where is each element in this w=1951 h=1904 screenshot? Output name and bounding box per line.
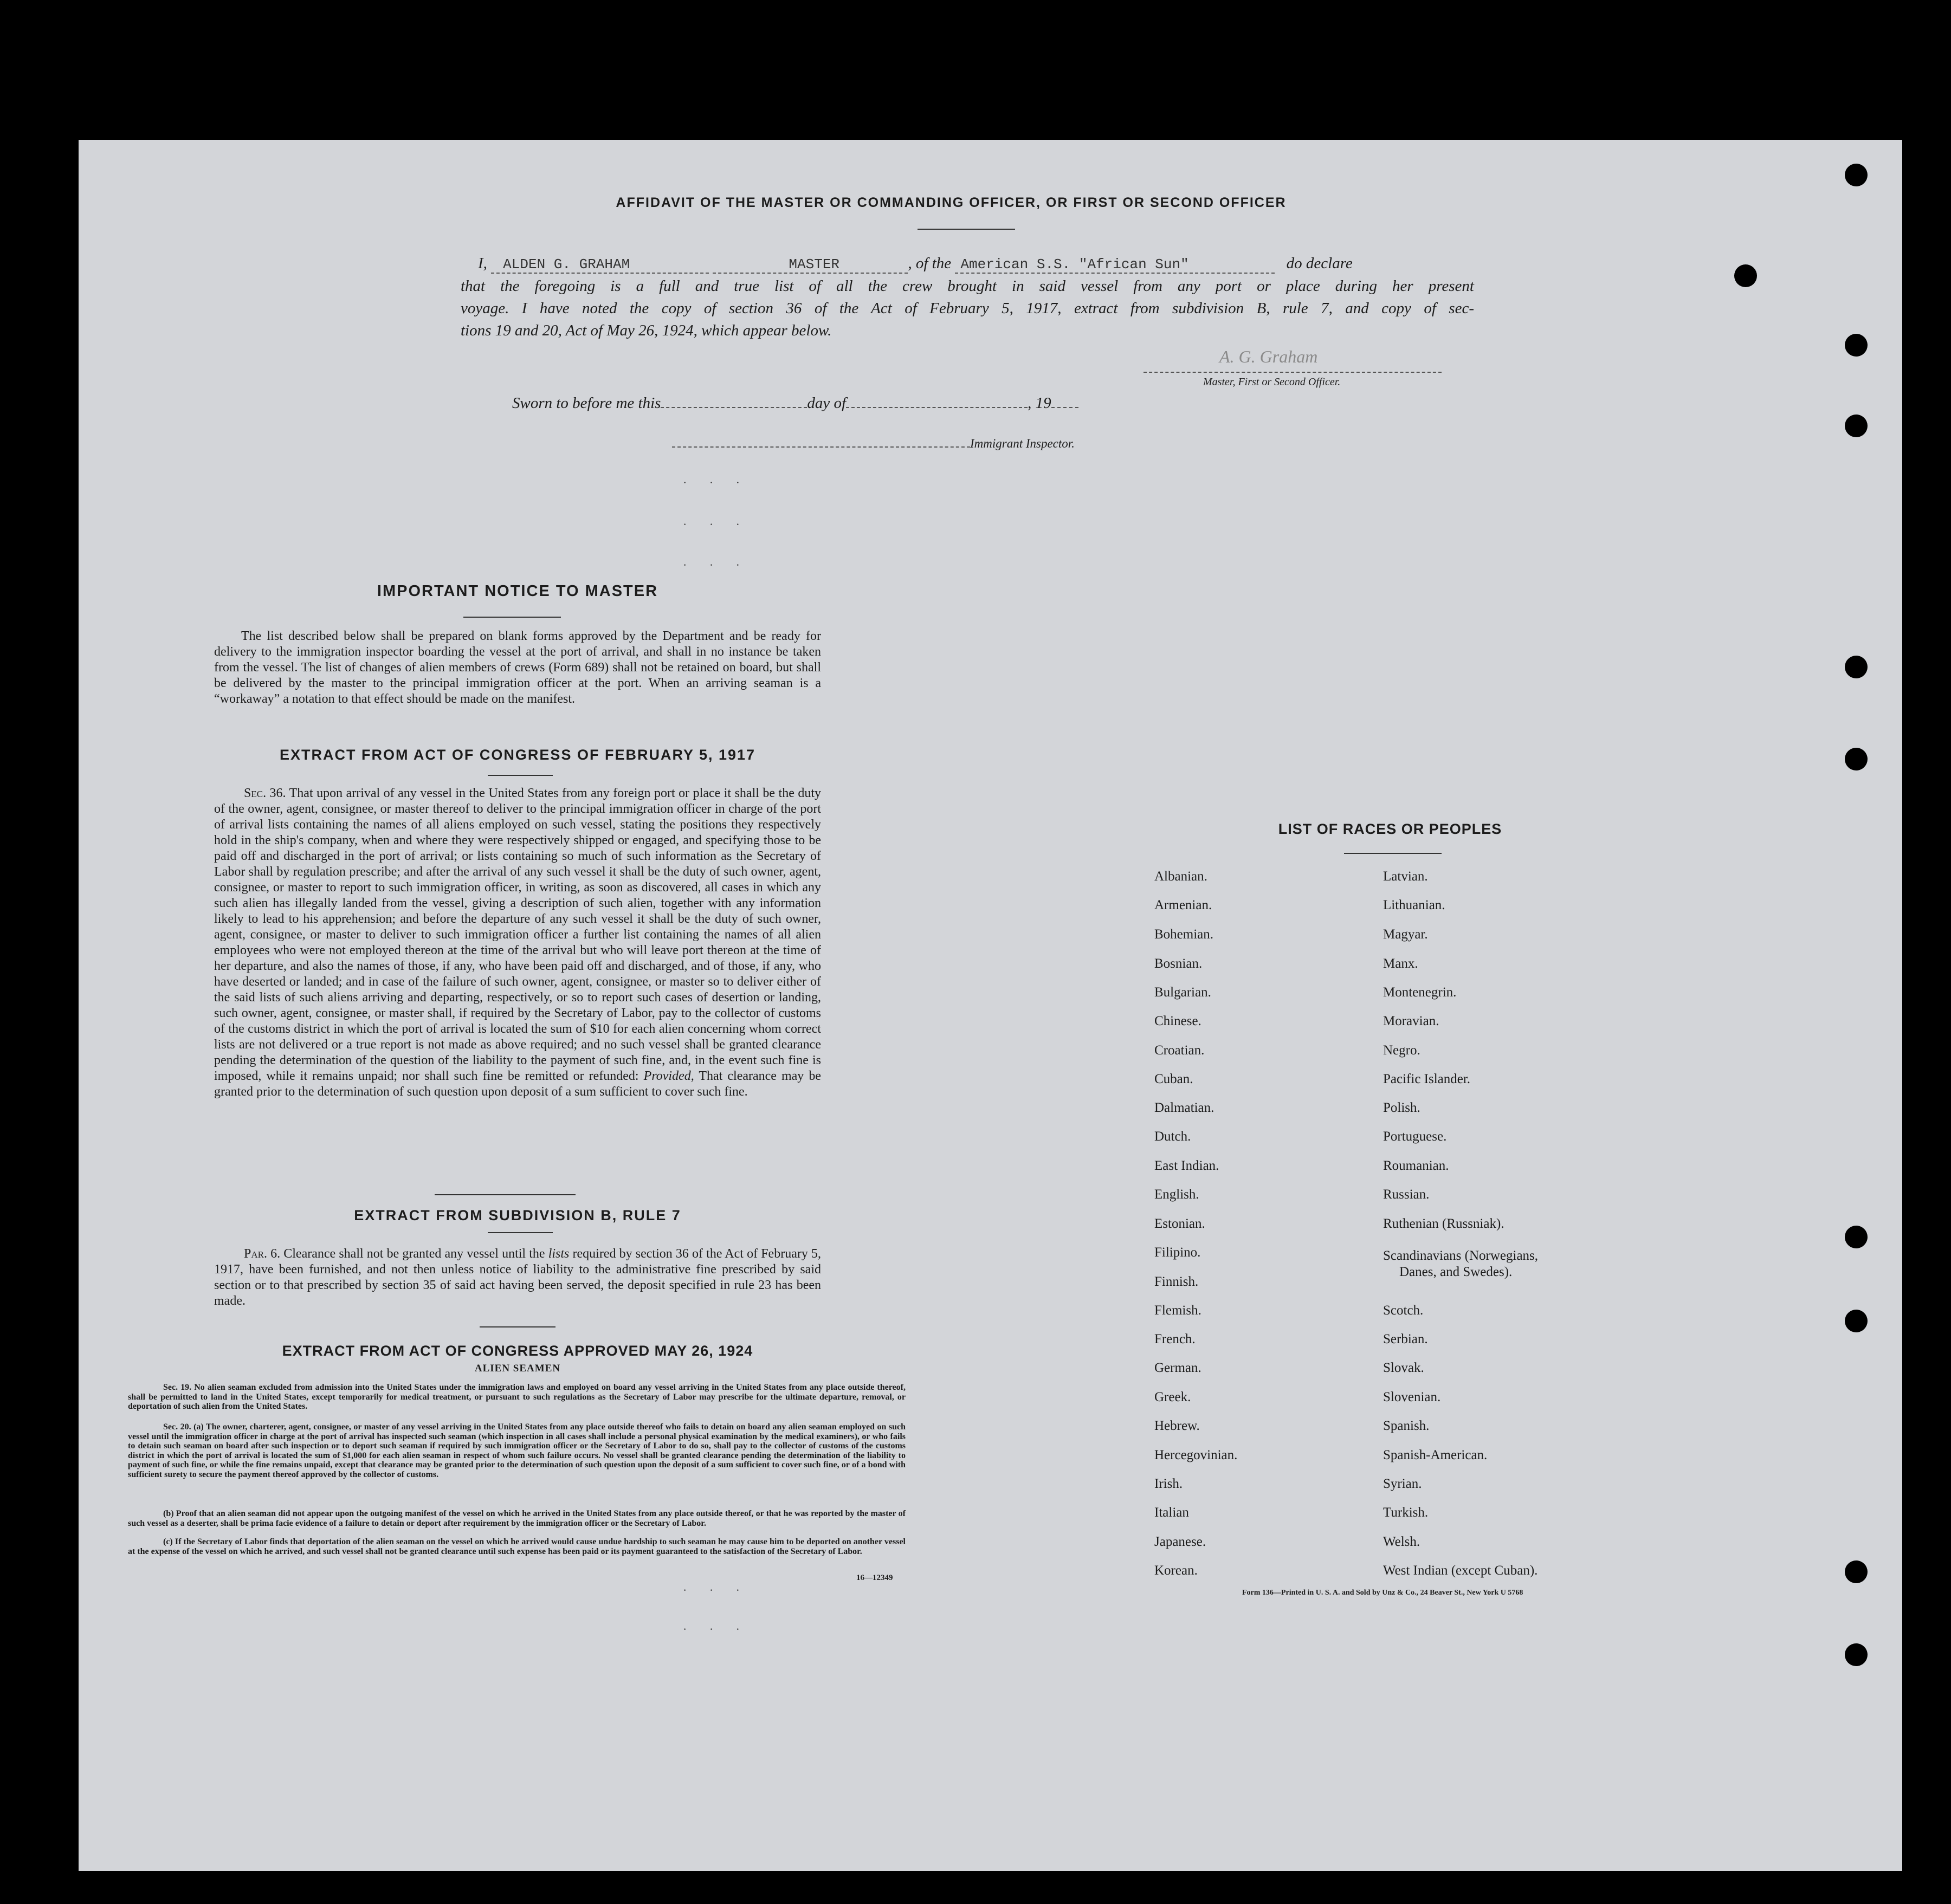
race-item: Armenian.	[1154, 898, 1212, 912]
race-item: Russian.	[1383, 1187, 1430, 1202]
divider	[918, 229, 1015, 230]
year-label: , 19	[1028, 394, 1051, 412]
affidavit-line-3: voyage. I have noted the copy of section 36 of the Act of February 5, 1917, extract from subdivision B, rule 7, and copy of sec-	[461, 300, 1474, 317]
race-item: Bulgarian.	[1154, 985, 1211, 1000]
speck-marks: · · ·	[683, 1622, 750, 1636]
signature: A. G. Graham	[1219, 347, 1318, 366]
race-item: Cuban.	[1154, 1072, 1193, 1086]
speck-marks: · · ·	[683, 558, 750, 572]
race-item: Hebrew.	[1154, 1419, 1200, 1433]
divider	[480, 1326, 555, 1327]
race-item: Albanian.	[1154, 869, 1207, 884]
sworn-month-field	[846, 407, 1028, 408]
master-name-field: ALDEN G. GRAHAM	[491, 256, 709, 274]
sworn-year-field	[1051, 407, 1078, 408]
affidavit-line-1	[478, 255, 1472, 274]
do-declare-label: do declare	[1286, 255, 1353, 272]
punch-hole	[1845, 656, 1868, 678]
race-item: Manx.	[1383, 956, 1418, 971]
race-item: Lithuanian.	[1383, 898, 1445, 912]
race-item: Irish.	[1154, 1476, 1183, 1491]
race-item: Dalmatian.	[1154, 1100, 1214, 1115]
punch-hole	[1845, 1560, 1868, 1583]
divider	[463, 617, 561, 618]
speck-marks: · · ·	[683, 517, 750, 531]
race-item: Portuguese.	[1383, 1129, 1447, 1144]
affidavit-line-2: that the foregoing is a full and true list of all the crew brought in said vessel from any port or place during her present	[461, 277, 1474, 295]
race-item: East Indian.	[1154, 1158, 1219, 1173]
sec-20c-text: (c) If the Secretary of Labor finds that deportation of the alien seaman on the vessel on which he arrived would cause undue hardship to such seaman he may cause him to be deported on another vessel at the expense of the vessel on which he arrived, and such vessel shall not be granted clearance until such expense has been paid or its payment guaranteed to the satisfaction of the Secretary of Labor.	[128, 1537, 906, 1556]
divider	[488, 775, 553, 776]
race-item: Finnish.	[1154, 1274, 1199, 1289]
race-item: Ruthenian (Russniak).	[1383, 1216, 1504, 1231]
race-item: Negro.	[1383, 1043, 1420, 1058]
race-item: Bosnian.	[1154, 956, 1203, 971]
punch-hole	[1734, 264, 1757, 287]
race-item: Japanese.	[1154, 1534, 1206, 1549]
rule-7-body	[214, 1246, 821, 1309]
extract-1917-heading: EXTRACT FROM ACT OF CONGRESS OF FEBRUARY 5, 1917	[279, 747, 756, 763]
race-item: Filipino.	[1154, 1245, 1201, 1260]
race-item: Flemish.	[1154, 1303, 1201, 1318]
divider	[435, 1194, 576, 1195]
of-the-label: , of the	[908, 255, 952, 272]
speck-marks: · · ·	[683, 1583, 750, 1597]
sec-36-tail: That clearance may be granted prior to the determination of such question upon deposit of a sum sufficient to cover such fine.	[214, 1069, 822, 1099]
sec-20b-text: (b) Proof that an alien seaman did not appear upon the outgoing manifest of the vessel on which he arrived in the United States from any place outside thereof, or that he was reported by the master of such vessel as a deserter, shall be prima facie evidence of a failure to detain or deport after requirement by the immigration officer or the Secretary of Labor.	[128, 1509, 906, 1528]
provided-word: Provided,	[643, 1069, 694, 1083]
race-item: Bohemian.	[1154, 927, 1214, 942]
races-heading: LIST OF RACES OR PEOPLES	[1278, 821, 1502, 837]
punch-hole	[1845, 1226, 1868, 1248]
punch-hole	[1845, 1310, 1868, 1332]
race-item: Latvian.	[1383, 869, 1428, 884]
race-item: Scotch.	[1383, 1303, 1424, 1318]
race-item: Magyar.	[1383, 927, 1428, 942]
notice-heading: IMPORTANT NOTICE TO MASTER	[377, 582, 658, 600]
form-code: 16—12349	[856, 1573, 893, 1582]
race-item: Pacific Islander.	[1383, 1072, 1471, 1086]
race-item: Welsh.	[1383, 1534, 1420, 1549]
race-item: Montenegrin.	[1383, 985, 1457, 1000]
affidavit-line-4: tions 19 and 20, Act of May 26, 1924, which appear below.	[461, 322, 832, 339]
races-footer: Form 136—Printed in U. S. A. and Sold by Unz & Co., 24 Beaver St., New York U 5768	[1242, 1589, 1523, 1597]
day-of-label: day of	[807, 394, 847, 412]
race-item: Slovak.	[1383, 1361, 1424, 1375]
race-item: Hercegovinian.	[1154, 1448, 1238, 1462]
race-item: Italian	[1154, 1505, 1189, 1520]
race-item: Slovenian.	[1383, 1390, 1441, 1404]
divider	[488, 1232, 553, 1233]
race-item: Scandinavians (Norwegians,	[1383, 1248, 1539, 1263]
par-6-label: Par. 6.	[244, 1247, 281, 1261]
rule-7-heading: EXTRACT FROM SUBDIVISION B, RULE 7	[354, 1207, 681, 1223]
alien-seamen-subheading: ALIEN SEAMEN	[474, 1363, 561, 1374]
race-item: Roumanian.	[1383, 1158, 1449, 1173]
race-item: English.	[1154, 1187, 1199, 1202]
punch-hole	[1845, 748, 1868, 770]
sec-36-label: Sec. 36.	[244, 786, 286, 800]
punch-hole	[1845, 415, 1868, 437]
sworn-line	[512, 394, 1078, 412]
i-label: I,	[478, 255, 487, 272]
affidavit-heading: AFFIDAVIT OF THE MASTER OR COMMANDING OFFICER, OR FIRST OR SECOND OFFICER	[616, 195, 1287, 210]
rank-field: MASTER	[713, 256, 908, 274]
sworn-label: Sworn to before me this	[512, 394, 661, 412]
sec-36-text: That upon arrival of any vessel in the United States from any foreign port or place it shall be the duty of the owner, agent, consignee, or master thereof to deliver to the principal immigration officer in charge of the port of arrival lists containing the names of all aliens employed on such vessel, stating the positions they respectively hold in the ship's company, when and where they were respectively shipped or engaged, and specifying those to be paid off and discharged in the port of arrival; or lists containing so much of such information as the Secretary of Labor shall by regulation prescribe; and after the arrival of any such vessel it shall be the duty of such owner, agent, consignee, or master to report to such immigration officer, in writing, as soon as discovered, all cases in which any such alien has illegally landed from the vessel, giving a description of such alien, together with any information likely to lead to his apprehension; and before the departure of any such vessel it shall be the duty of such owner, agent, consignee, or master to deliver to such immigration officer a further list containing the names of all alien employees who were not employed thereon at the time of the arrival but who will leave port thereon at the time of her departure, and also the names of those, if any, who have been paid off and discharged, and of those, if any, who have deserted or landed; and in case of the failure of such owner, agent, consignee, or master so to deliver either of the said lists of such aliens arriving and departing, respectively, or so to report such cases of desertion or landing, such owner, agent, consignee, or master shall, if required by the Secretary of Labor, pay to the collector of customs of the customs district in which the port of arrival is located the sum of $10 for each alien concerning whom correct lists are not delivered or a true report is not made as above required; and no such vessel shall be granted clearance pending the determination of the question of the liability to the payment of such fine, and, in the event such fine is imposed, while it remains unpaid; nor shall such fine be remitted or refunded:	[214, 786, 822, 1083]
race-item: German.	[1154, 1361, 1201, 1375]
race-item: Dutch.	[1154, 1129, 1191, 1144]
race-item: Turkish.	[1383, 1505, 1429, 1520]
race-item: Chinese.	[1154, 1014, 1201, 1028]
race-item: Syrian.	[1383, 1476, 1422, 1491]
race-item: Polish.	[1383, 1100, 1420, 1115]
lists-word: lists	[548, 1247, 570, 1261]
punch-hole	[1845, 1643, 1868, 1666]
vessel-field: American S.S. "African Sun"	[955, 256, 1275, 274]
speck-marks: · · ·	[683, 476, 750, 489]
race-item: Spanish-American.	[1383, 1448, 1488, 1462]
race-item: Korean.	[1154, 1563, 1198, 1578]
inspector-line	[672, 437, 1075, 451]
race-item: Spanish.	[1383, 1419, 1430, 1433]
notice-body: The list described below shall be prepared on blank forms approved by the Department and be ready for delivery to the immigration inspector boarding the vessel at the port of arrival, and shall in no instance be taken from the vessel. The list of changes of alien members of crews (Form 689) shall not be retained on board, but shall be delivered by the master to the principal immigration officer at the port. When an arriving seaman is a “workaway” a notation to that effect should be made on the manifest.	[214, 629, 821, 706]
race-item: Serbian.	[1383, 1332, 1428, 1346]
inspector-label: Immigrant Inspector.	[970, 437, 1075, 450]
race-item: Croatian.	[1154, 1043, 1205, 1058]
sworn-day-field	[661, 407, 807, 408]
race-item: Moravian.	[1383, 1014, 1439, 1028]
sec-19-text: Sec. 19. No alien seaman excluded from admission into the United States under the immigration laws and employed on board any vessel arriving in the United States from any place outside thereof, shall be permitted to land in the United States, except temporarily for medical treatment, or pursuant to such regulations as the Secretary of Labor may prescribe for the ultimate departure, removal, or deportation of such alien from the United States.	[128, 1383, 906, 1411]
divider	[1344, 853, 1442, 854]
inspector-signature-field	[672, 446, 970, 448]
race-extra-line: Danes, and Swedes).	[1399, 1265, 1513, 1279]
punch-hole	[1845, 164, 1868, 186]
race-item: Greek.	[1154, 1390, 1191, 1404]
race-item: Estonian.	[1154, 1216, 1205, 1231]
signature-caption: Master, First or Second Officer.	[1203, 376, 1341, 388]
race-item: West Indian (except Cuban).	[1383, 1563, 1538, 1578]
extract-1924-heading: EXTRACT FROM ACT OF CONGRESS APPROVED MAY 26, 1924	[282, 1343, 753, 1359]
punch-hole	[1845, 334, 1868, 357]
sec-20a-text: Sec. 20. (a) The owner, charterer, agent, consignee, or master of any vessel arriving in the United States from any place outside thereof who fails to detain on board any alien seaman employed on such vessel until the immigration officer in charge at the port of arrival has inspected such seaman (which inspection in all cases shall include a personal physical examination by the medical examiners), or who fails to detain such seaman on board after such inspection or to deport such seaman if required by such immigration officer or the Secretary of Labor to do so, shall pay to the collector of customs of the customs district in which the port of arrival is located the sum of $1,000 for each alien seaman in respect of whom such failure occurs. No vessel shall be granted clearance pending the determination of the liability to payment of such fine, or while the fine remains unpaid, except that clearance may be granted prior to the determination of such question upon the deposit of a sum sufficient to cover such fine, or of a bond with sufficient surety to secure the payment thereof approved by the collector of customs.	[128, 1422, 906, 1479]
race-item: French.	[1154, 1332, 1196, 1346]
par-6-text-b: required by section 36 of the Act of February 5, 1917, have been furnished, and not then unless notice of liability to the administrative fine prescribed by said section or to that prescribed by section 35 of said act having been served, the deposit specified in rule 23 has been made.	[214, 1247, 821, 1308]
par-6-text-a: Clearance shall not be granted any vessel until the	[283, 1247, 545, 1261]
extract-1917-body	[214, 786, 821, 1100]
